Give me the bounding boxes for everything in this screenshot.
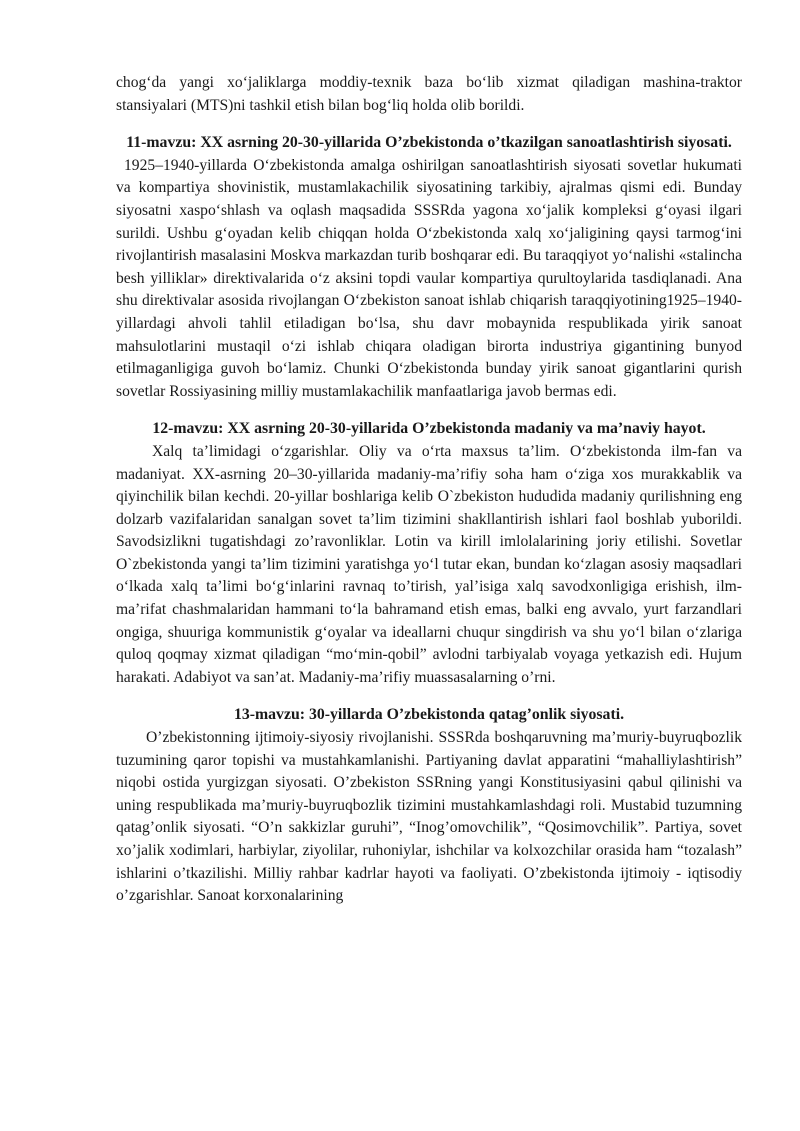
intro-paragraph: chog‘da yangi xo‘jaliklarga moddiy-texnik baza bo‘lib xizmat qiladigan mashina-traktor stansiyalari (MTS)ni tashkil etish bilan bog‘liq holda olib borildi. — [116, 74, 742, 114]
topic-12-paragraph: Xalq ta’limidagi o‘zgarishlar. Oliy va o‘rta maxsus ta’lim. O‘zbekistonda ilm-fan va madaniyat. XX-asrning 20–30-yillarida madaniy-ma’rifiy soha ham o‘ziga xos murakkablik va qiyinchilik bilan kechdi. 20-yillar boshlariga kelib O`zbekiston hududida madaniy qurilishning eng dolzarb vazifalaridan sanalgan sovet ta’lim tizimini shakllantirish ishlari faol boshlab yuborildi. Savodsizlikni tugatishdagi zo’ravonliklar. Lotin va kirill imlolalarining joriy etilishi. Sovetlar O`zbekistonda yangi ta’lim tizimini yaratishga yo‘l tutar ekan, bundan ko‘zlagan asosiy maqsadlari o‘lkada xalq ta’limi bo‘g‘inlarini ravnaq to’tirish, yal’isiga xalq savodxonligiga erishish, ilm-ma’rifat chashmalaridan hammani to‘la bahramand etish emas, balki eng avvalo, yurt farzandlari ongiga, shuuriga kommunistik g‘oyalar va ideallarni chuqur singdirish va shu yo‘l bilan o‘zlariga quloq qoqmay xizmat qiladigan “mo‘min-qobil” avlodni tarbiyalab voyaga yetkazish edi. Hujum harakati. Adabiyot va san’at. Madaniy-ma’rifiy muassasalarning o’rni. — [116, 442, 742, 686]
topic-11-heading: 11-mavzu: XX asrning 20-30-yillarida O’zbekistonda o’tkazilgan sanoatlashtirish siyosati. — [126, 134, 732, 152]
topic-13-paragraph: O’zbekistonning ijtimoiy-siyosiy rivojlanishi. SSSRda boshqaruvning ma’muriy-buyruqbozlik tuzumining qaror topishi va mustahkamlanishi. Partiyaning davlat apparatini “mahalliylashtirish” niqobi ostida yurgizgan siyosati. O’zbekiston SSRning yangi Konstitusiyasini qabul qilinishi va uning respublikada ma’muriy-buyruqbozlik tizimini mustahkamlashdagi roli. Mustabid tuzumning qatag’onlik siyosati. “O’n sakkizlar guruhi”, “Inog’omovchilik”, “Qosimovchilik”. Partiya, sovet xo’jalik xodimlari, harbiylar, ziyolilar, ruhoniylar, ishchilar va kolxozchilar orasida ham “tozalash” ishlarini o’tkazilishi. Milliy rahbar kadrlar hayoti va faoliyati. O’zbekistonda ijtimoiy - iqtisodiy o’zgarishlar. Sanoat korxonalarining — [116, 729, 742, 905]
topic-13-heading: 13-mavzu: 30-yillarda O’zbekistonda qatag’onlik siyosati. — [233, 706, 625, 724]
topic-11-paragraph: 1925–1940-yillarda O‘zbekistonda amalga oshirilgan sanoatlashtirish siyosati sovetlar hukumati va kompartiya shovinistik, mustamlakachilik siyosatining tarkibiy, ajralmas qismi edi. Bunday siyosatni xaspo‘shlash va oqlash maqsadida SSSRda yagona xo‘jalik kompleksi g‘oyasi ilgari surildi. Ushbu g‘oyadan kelib chiqqan holda O‘zbekistonda xalq xo‘jaligining qaysi tarmog‘ini rivojlantirish masalasini Moskva markazdan turib boshqarar edi. Bu taraqqiyot yo‘nalishi «stalincha besh yilliklar» direktivalarida o‘z aksini topdi vaular kompartiya qurultoylarida tasdiqlanadi. Ana shu direktivalar asosida rivojlangan O‘zbekiston sanoat ishlab chiqarish taraqqiyotining1925–1940-yillardagi ahvoli tahlil etiladigan bo‘lsa, shu davr mobaynida respublikada yirik sanoat mahsulotlarini mustaqil o‘zi ishlab chiqara oladigan birorta industriya gigantining bunyod etilmaganligiga guvoh bo‘lamiz. Chunki O‘zbekistonda bunday yirik sanoat gigantlarini qurish sovetlar Rossiyasining milliy mustamlakachilik manfaatlariga javob bermas edi. — [116, 156, 742, 400]
topic-12-heading: 12-mavzu: XX asrning 20-30-yillarida O’zbekistonda madaniy va ma’naviy hayot. — [152, 420, 706, 438]
